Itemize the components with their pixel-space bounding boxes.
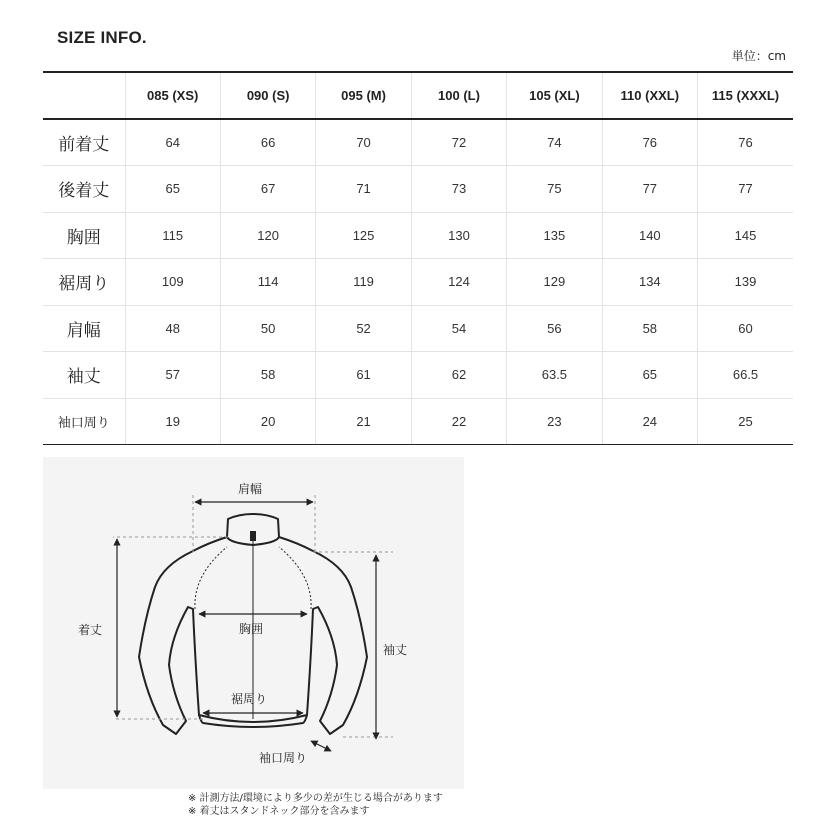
table-cell: 50: [220, 305, 315, 352]
table-cell: 64: [125, 119, 220, 166]
table-cell: 58: [220, 352, 315, 399]
sleeve-label: 袖丈: [383, 643, 408, 657]
table-cell: 63.5: [507, 352, 602, 399]
measurement-diagram: [43, 457, 464, 789]
chest-label: 胸囲: [239, 622, 264, 636]
table-cell: 129: [507, 259, 602, 306]
table-cell: 54: [411, 305, 506, 352]
column-header: 090 (S): [220, 72, 315, 119]
table-cell: 77: [698, 166, 793, 213]
hem-label: 裾周り: [231, 692, 268, 706]
table-cell: 65: [602, 352, 697, 399]
column-header: 085 (XS): [125, 72, 220, 119]
table-cell: 23: [507, 398, 602, 445]
zipper-pull: [250, 531, 256, 541]
size-table: [43, 71, 793, 445]
table-cell: 76: [698, 119, 793, 166]
table-cell: 24: [602, 398, 697, 445]
table-cell: 73: [411, 166, 506, 213]
table-cell: 75: [507, 166, 602, 213]
cuff-label: 袖口周り: [259, 751, 308, 765]
table-cell: 125: [316, 212, 411, 259]
table-cell: 21: [316, 398, 411, 445]
table-cell: 66.5: [698, 352, 793, 399]
row-label: 前着丈: [43, 119, 125, 166]
table-row: [43, 352, 793, 399]
column-header: 100 (L): [411, 72, 506, 119]
row-label: 肩幅: [43, 305, 125, 352]
column-header: 105 (XL): [507, 72, 602, 119]
table-cell: 115: [125, 212, 220, 259]
table-row: [43, 398, 793, 445]
table-row: [43, 166, 793, 213]
table-row: [43, 119, 793, 166]
table-row: [43, 305, 793, 352]
table-cell: 66: [220, 119, 315, 166]
shoulder-label: 肩幅: [238, 482, 263, 496]
column-header: 110 (XXL): [602, 72, 697, 119]
table-cell: 61: [316, 352, 411, 399]
column-header: [43, 72, 125, 119]
table-cell: 109: [125, 259, 220, 306]
table-cell: 134: [602, 259, 697, 306]
table-cell: 58: [602, 305, 697, 352]
table-cell: 140: [602, 212, 697, 259]
table-header-row: [43, 72, 793, 119]
table-cell: 114: [220, 259, 315, 306]
table-cell: 56: [507, 305, 602, 352]
table-cell: 20: [220, 398, 315, 445]
table-cell: 119: [316, 259, 411, 306]
table-cell: 76: [602, 119, 697, 166]
column-header: 095 (M): [316, 72, 411, 119]
column-header: 115 (XXXL): [698, 72, 793, 119]
table-cell: 145: [698, 212, 793, 259]
note-line: ※ 着丈はスタンドネック部分を含みます: [188, 806, 370, 817]
table-cell: 22: [411, 398, 506, 445]
table-cell: 77: [602, 166, 697, 213]
table-cell: 139: [698, 259, 793, 306]
page-title: SIZE INFO.: [57, 28, 147, 47]
table-row: [43, 259, 793, 306]
row-label: 袖丈: [43, 352, 125, 399]
table-row: [43, 212, 793, 259]
notes: [188, 792, 443, 818]
table-cell: 60: [698, 305, 793, 352]
table-cell: 25: [698, 398, 793, 445]
table-cell: 70: [316, 119, 411, 166]
length-label: 着丈: [78, 623, 103, 637]
table-cell: 62: [411, 352, 506, 399]
row-label: 裾周り: [43, 259, 125, 306]
table-cell: 52: [316, 305, 411, 352]
table-cell: 120: [220, 212, 315, 259]
table-cell: 71: [316, 166, 411, 213]
note-line: ※ 計測方法/環境により多少の差が生じる場合があります: [188, 793, 443, 804]
table-cell: 72: [411, 119, 506, 166]
table-cell: 135: [507, 212, 602, 259]
table-cell: 124: [411, 259, 506, 306]
table-cell: 130: [411, 212, 506, 259]
table-cell: 74: [507, 119, 602, 166]
unit-label: 単位：cm: [731, 49, 786, 63]
row-label: 胸囲: [43, 212, 125, 259]
table-cell: 19: [125, 398, 220, 445]
row-label: 袖口周り: [43, 398, 125, 445]
table-cell: 65: [125, 166, 220, 213]
table-cell: 48: [125, 305, 220, 352]
table-cell: 67: [220, 166, 315, 213]
table-cell: 57: [125, 352, 220, 399]
row-label: 後着丈: [43, 166, 125, 213]
